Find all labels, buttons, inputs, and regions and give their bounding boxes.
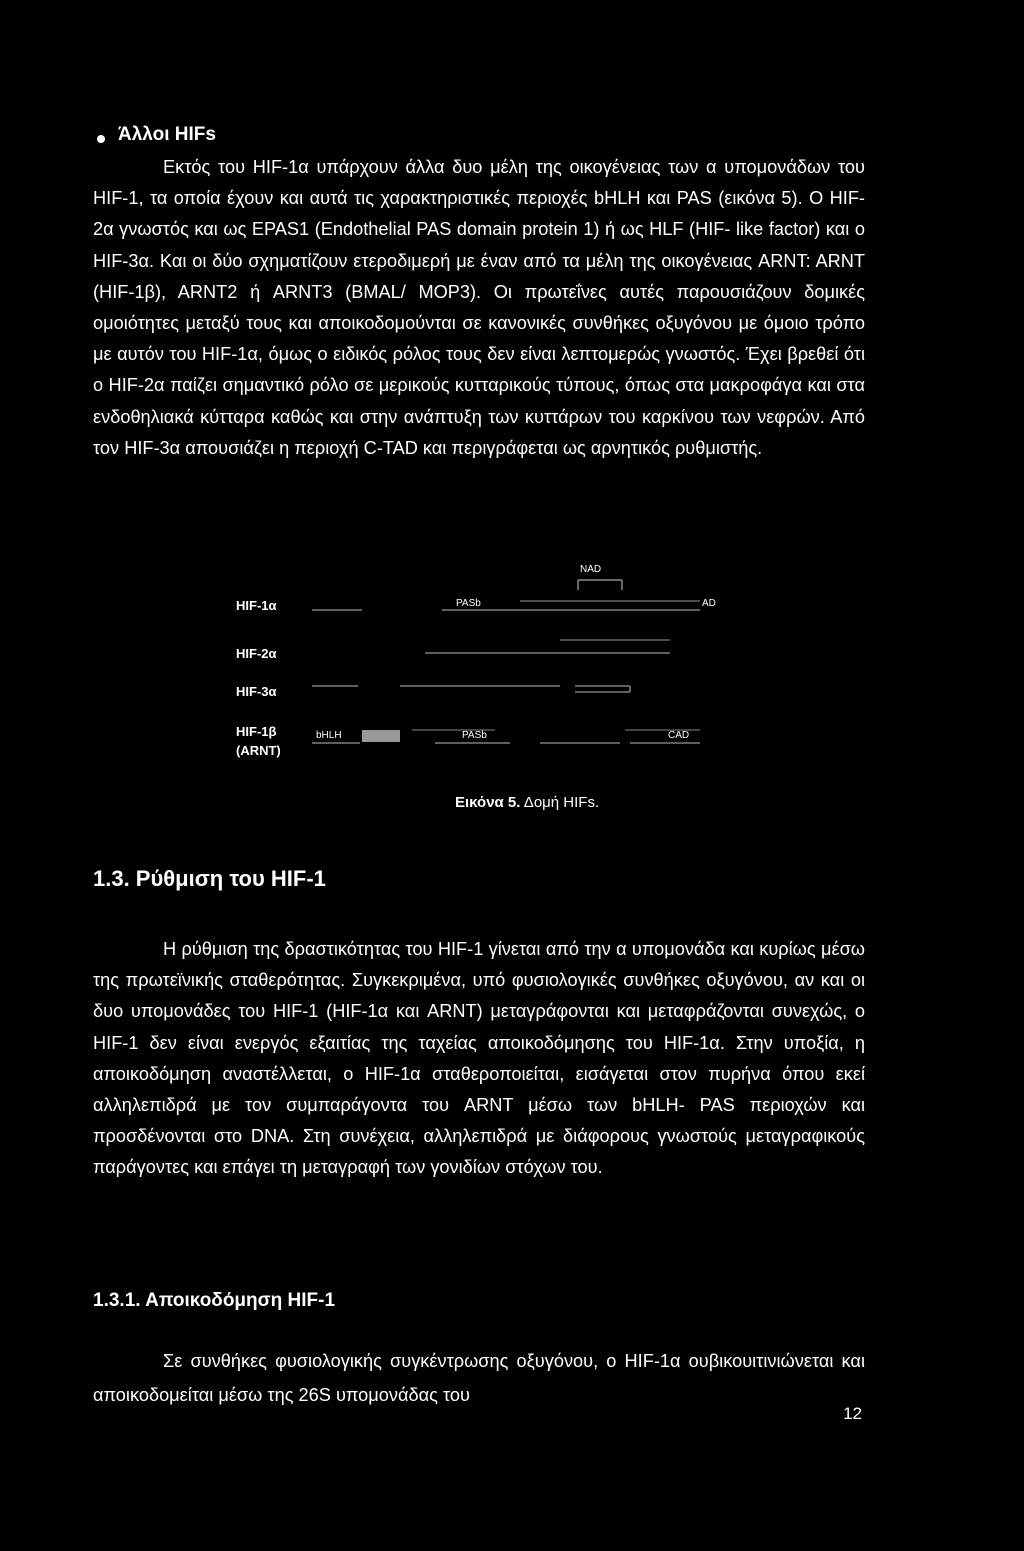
domain-label-nad: NAD	[580, 564, 602, 575]
domain-diagram	[230, 560, 750, 780]
caption-number: Εικόνα 5.	[455, 794, 521, 811]
paragraph-text: Η ρύθμιση της δραστικότητας του HIF-1 γίνεται από την α υπομονάδα και κυρίως μέσω της πρωτεϊνικής σταθερότητας. Συγκεκριμένα, υπό φυσιολογικές συνθήκες οξυγόνου, αν και οι δυο υπομονάδες του HIF-1 (HIF-1α και ARNT) μεταγράφονται και μεταφράζονται συνεχώς, ο HIF-1 δεν είναι ενεργός εξαιτίας της ταχείας αποικοδόμησης του HIF-1α. Στην υποξία, η αποικοδόμηση αναστέλλεται, ο HIF-1α σταθεροποιείται, εισάγεται στον πυρήνα όπου εκεί αλληλεπιδρά με τον συμπαράγοντα του ARNT μέσω των bHLH- PAS περιοχών και προσδένονται στο DNA. Στη συνέχεια, αλληλεπιδρά με διάφορους γνωστούς μεταγραφικούς παράγοντες και επάγει τη μεταγραφή των γονιδίων στόχων του.	[93, 939, 865, 1178]
figure-hif-structure	[230, 560, 750, 780]
section-title-other-hifs: Άλλοι HIFs	[118, 124, 216, 145]
paragraph-degradation	[93, 1344, 865, 1412]
paragraph-regulation	[93, 934, 865, 1184]
row-label-hif1a: HIF-1α	[236, 598, 277, 613]
domain-label-bhlh: bHLH	[316, 730, 342, 741]
section-title-1-3: 1.3. Ρύθμιση του HIF-1	[93, 866, 326, 891]
paragraph-text: Εκτός του HIF-1α υπάρχουν άλλα δυο μέλη της οικογένειας των α υπομονάδων του HIF-1, τα οποία έχουν και αυτά τις χαρακτηριστικές περιοχές bHLH και PAS (εικόνα 5). Ο HIF-2α γνωστός και ως EPAS1 (Endothelial PAS domain protein 1) ή ως HLF (HIF- like factor) και ο HIF-3α. Και οι δύο σχηματίζουν ετεροδιμερή με έναν από τα μέλη της οικογένειας ARNT: ARNT (HIF-1β), ARNT2 ή ARNT3 (BMAL/ MOP3). Οι πρωτεΐνες αυτές παρουσιάζουν δομικές ομοιότητες μεταξύ τους και αποικοδομούνται σε κανονικές συνθήκες οξυγόνου με όμοιο τρόπο με αυτόν του HIF-1α, όμως ο ειδικός ρόλος τους δεν είναι λεπτομερώς γνωστός. Έχει βρεθεί ότι ο HIF-2α παίζει σημαντικό ρόλο σε μερικούς κυτταρικούς τύπους, όπως στα μακροφάγα και στα ενδοθηλιακά κύτταρα καθώς και στην ανάπτυξη των κυττάρων του καρκίνου των νεφρών. Από τον HIF-3α απουσιάζει η περιοχή C-TAD και περιγράφεται ως αρνητικός ρυθμιστής.	[93, 157, 865, 458]
figure-caption	[455, 794, 599, 811]
bullet-icon	[97, 135, 105, 143]
domain-label-pasb-2: PASb	[462, 730, 487, 741]
page-number: 12	[843, 1404, 862, 1423]
row-label-hif2a: HIF-2α	[236, 646, 277, 661]
row-label-arnt: (ARNT)	[236, 743, 281, 758]
hif1b-pasa-box	[362, 730, 400, 742]
paragraph-other-hifs	[93, 152, 865, 464]
section-title-1-3-1: 1.3.1. Αποικοδόμηση HIF-1	[93, 1290, 336, 1311]
domain-label-pasb-1: PASb	[456, 598, 481, 609]
domain-label-ad: AD	[702, 598, 716, 609]
caption-text: Δομή HIFs.	[520, 794, 600, 811]
row-label-hif1b: HIF-1β	[236, 724, 277, 739]
domain-label-cad: CAD	[668, 730, 690, 741]
row-label-hif3a: HIF-3α	[236, 684, 277, 699]
paragraph-text: Σε συνθήκες φυσιολογικής συγκέντρωσης οξυγόνου, ο HIF-1α ουβικουιτινιώνεται και αποικοδομείται μέσω της 26S υπομονάδας του	[93, 1351, 865, 1405]
